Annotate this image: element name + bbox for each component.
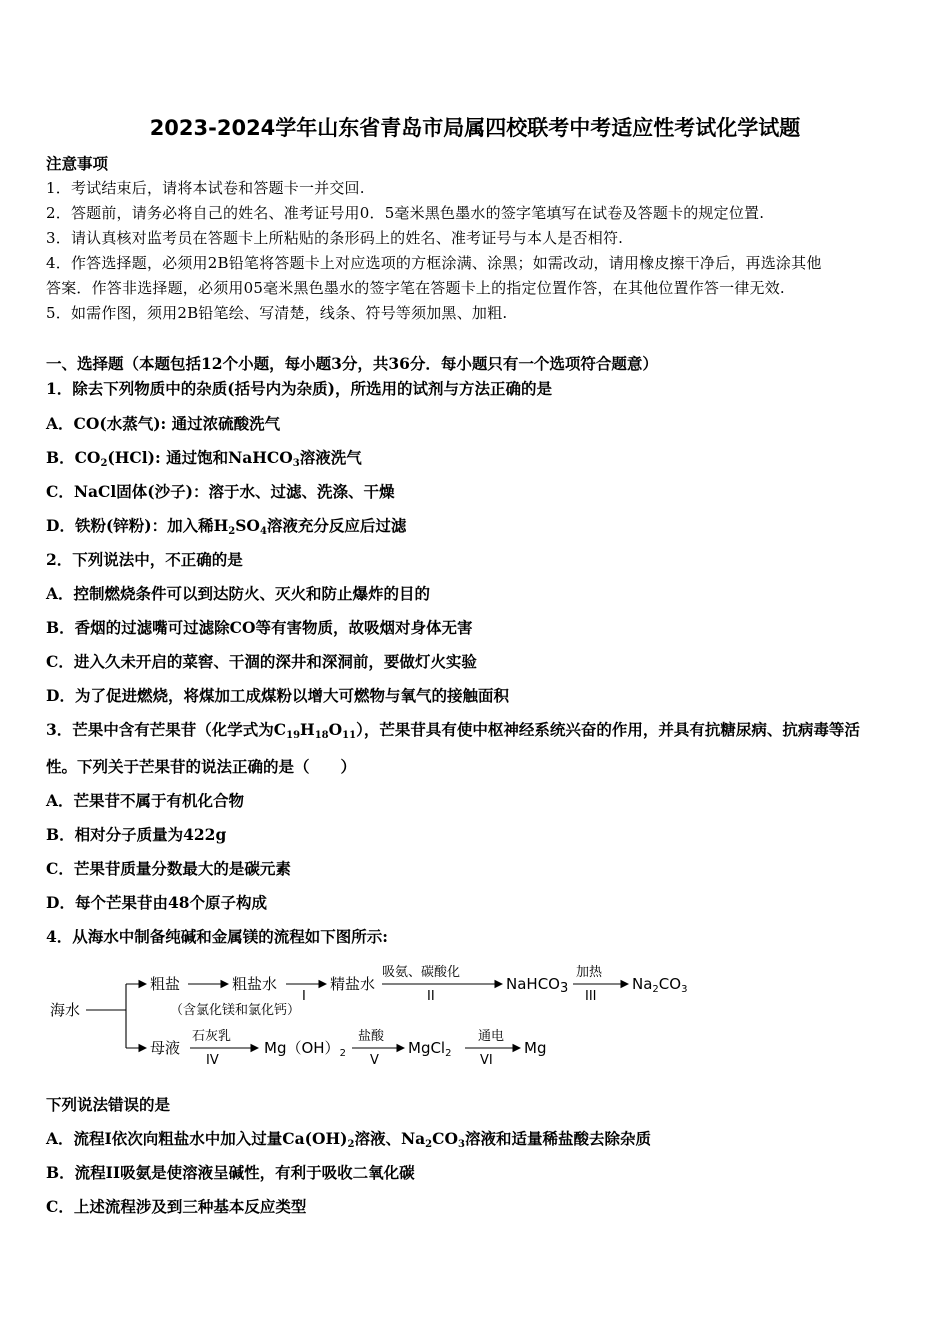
na2co3-label: $Na_2CO_3$ [632, 975, 688, 995]
process-flow-diagram [40, 958, 720, 1068]
brine-label: 粗盐水 [232, 975, 278, 993]
step-4-label: IV [206, 1053, 219, 1068]
q1-option-c: C．NaCl固体(沙子)：溶于水、过滤、洗涤、干燥 [46, 482, 395, 501]
page-title: 2023-2024学年山东省青岛市局属四校联考中考适应性考试化学试题 [149, 116, 801, 140]
notice-item: 2．答题前，请务必将自己的姓名、准考证号用0．5毫米黑色墨水的签字笔填写在试卷及答题卡的规定位置. [46, 204, 765, 222]
q4-sub-stem: 下列说法错误的是 [46, 1095, 171, 1114]
q1-option-a: A．CO(水蒸气): 通过浓硫酸洗气 [46, 414, 281, 433]
step-5-label: V [370, 1053, 379, 1068]
step-4-reagent: 石灰乳 [192, 1029, 232, 1044]
q2-option-d: D．为了促进燃烧，将煤加工成煤粉以增大可燃物与氧气的接触面积 [46, 686, 509, 705]
refined-brine-label: 精盐水 [330, 975, 376, 993]
notice-item: 3．请认真核对监考员在答题卡上所粘贴的条形码上的姓名、准考证号与本人是否相符. [46, 229, 624, 247]
q4-option-c: C．上述流程涉及到三种基本反应类型 [46, 1197, 307, 1216]
step-2-reagent: 吸氨、碳酸化 [382, 965, 461, 980]
notice-item: 4．作答选择题，必须用2B铅笔将答题卡上对应选项的方框涂满、涂黑；如需改动，请用橡皮擦干净后，再选涂其他 [46, 254, 822, 272]
crude-salt-label: 粗盐 [150, 975, 181, 993]
q3-stem-continued: 性。下列关于芒果苷的说法正确的是（ ） [46, 757, 357, 776]
q1-stem: 1．除去下列物质中的杂质(括号内为杂质)，所选用的试剂与方法正确的是 [46, 379, 552, 398]
mother-liquor-label: 母液 [150, 1039, 181, 1057]
q4-option-b: B．流程II吸氨是使溶液呈碱性，有利于吸收二氧化碳 [46, 1163, 415, 1182]
notice-item: 1．考试结束后，请将本试卷和答题卡一并交回. [46, 179, 365, 197]
q3-option-d: D．每个芒果苷由48个原子构成 [46, 893, 268, 912]
notice-item: 答案．作答非选择题，必须用05毫米黑色墨水的签字笔在答题卡上的指定位置作答，在其他位置作答一律无效. [46, 279, 785, 297]
q2-stem: 2．下列说法中，不正确的是 [46, 550, 243, 569]
q3-option-c: C．芒果苷质量分数最大的是碳元素 [46, 859, 291, 878]
brine-note: （含氯化镁和氯化钙） [170, 1003, 301, 1018]
seawater-label: 海水 [50, 1001, 81, 1019]
q2-option-b: B．香烟的过滤嘴可过滤除CO等有害物质，故吸烟对身体无害 [46, 618, 473, 637]
step-3-label: III [585, 989, 597, 1004]
q4-option-a: A．流程I依次向粗盐水中加入过量$Ca(OH)_2$溶液、$Na_2CO_3$溶液和适量稀盐酸去除杂质 [46, 1129, 651, 1150]
notice-item: 5．如需作图，须用2B铅笔绘、写清楚，线条、符号等须加黑、加粗. [46, 304, 508, 322]
mgcl2-label: MgCl$_2$ [408, 1039, 452, 1059]
step-5-reagent: 盐酸 [358, 1029, 385, 1044]
step-6-label: VI [480, 1053, 493, 1068]
q2-option-c: C．进入久未开启的菜窖、干涸的深井和深洞前，要做灯火实验 [46, 652, 477, 671]
q1-option-d: D．铁粉(锌粉)：加入稀$H_2SO_4$溶液充分反应后过滤 [46, 516, 407, 537]
q4-stem: 4．从海水中制备纯碱和金属镁的流程如下图所示: [46, 927, 389, 946]
q1-option-b: B．$CO_2(HCl)$: 通过饱和NaHCO$_3$溶液洗气 [46, 448, 362, 469]
section-heading: 一、选择题（本题包括12个小题，每小题3分，共36分．每小题只有一个选项符合题意） [46, 354, 658, 373]
step-1-label: I [302, 989, 306, 1004]
q3-stem: 3．芒果中含有芒果苷（化学式为$C_{19}H_{18}O_{11}$），芒果苷具有使中枢神经系统兴奋的作用，并具有抗糖尿病、抗病毒等活 [46, 720, 860, 741]
step-6-reagent: 通电 [478, 1029, 505, 1044]
mg-label: Mg [524, 1039, 547, 1057]
nahco3-label: NaHCO3 [506, 975, 569, 996]
q2-option-a: A．控制燃烧条件可以到达防火、灭火和防止爆炸的目的 [46, 584, 431, 603]
notice-heading: 注意事项 [46, 154, 109, 173]
step-3-reagent: 加热 [576, 965, 603, 980]
step-2-label: II [427, 989, 435, 1004]
q3-option-a: A．芒果苷不属于有机化合物 [46, 791, 245, 810]
q3-option-b: B．相对分子质量为422g [46, 825, 227, 844]
mgoh2-label: $Mg(OH)_2$ [264, 1039, 346, 1059]
